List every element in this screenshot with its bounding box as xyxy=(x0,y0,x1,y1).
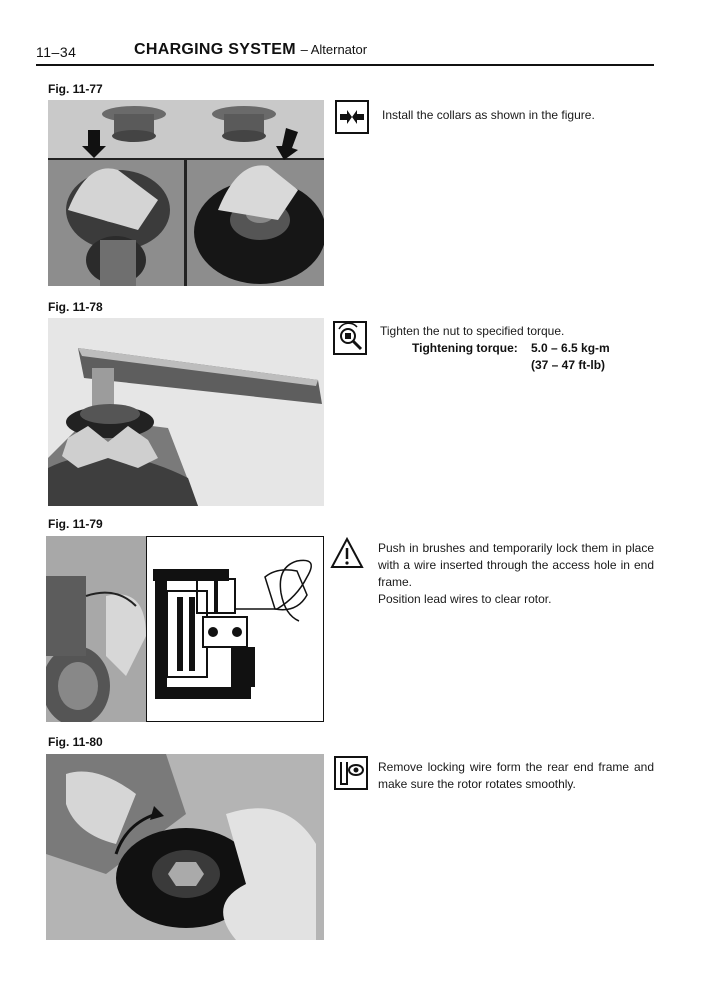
page-header xyxy=(36,40,654,66)
instruction-text: Push in brushes and temporarily lock them in place with a wire inserted through the access hole in end frame. xyxy=(378,541,654,589)
warning-icon-box xyxy=(330,536,364,570)
torque-label: Tightening torque: xyxy=(412,341,518,355)
instruction-text: Tighten the nut to specified torque. xyxy=(380,324,565,338)
install-arrows-icon xyxy=(337,102,367,132)
section-name: CHARGING SYSTEM xyxy=(134,41,296,58)
inspect-eye-icon xyxy=(336,758,366,788)
section-title xyxy=(134,41,367,59)
torque-icon-box xyxy=(333,321,367,355)
warning-triangle-icon xyxy=(330,536,364,570)
subsection-name: – Alternator xyxy=(300,42,368,57)
instruction-text: Install the collars as shown in the figure. xyxy=(382,108,595,122)
torque-value-imperial: (37 – 47 ft-lb) xyxy=(531,358,606,372)
page-number: 11–34 xyxy=(36,44,77,60)
figure-photo-brushes xyxy=(46,536,146,722)
torque-value-metric: 5.0 – 6.5 kg-m xyxy=(531,341,610,355)
figure-photo-collars xyxy=(48,100,324,286)
figure-photo-rotor xyxy=(46,754,324,940)
figure-diagram-brushes xyxy=(146,536,324,722)
figure-label: Fig. 11-80 xyxy=(48,735,103,749)
figure-label: Fig. 11-79 xyxy=(48,517,103,531)
torque-wrench-icon xyxy=(335,323,365,353)
inspect-icon-box xyxy=(334,756,368,790)
instruction-text-2: Position lead wires to clear rotor. xyxy=(378,592,552,606)
instruction-text: Remove locking wire form the rear end frame and make sure the rotor rotates smoothly. xyxy=(378,760,654,791)
figure-label: Fig. 11-77 xyxy=(48,82,103,96)
figure-photo-torque-wrench xyxy=(48,318,324,506)
install-icon-box xyxy=(335,100,369,134)
figure-label: Fig. 11-78 xyxy=(48,300,103,314)
